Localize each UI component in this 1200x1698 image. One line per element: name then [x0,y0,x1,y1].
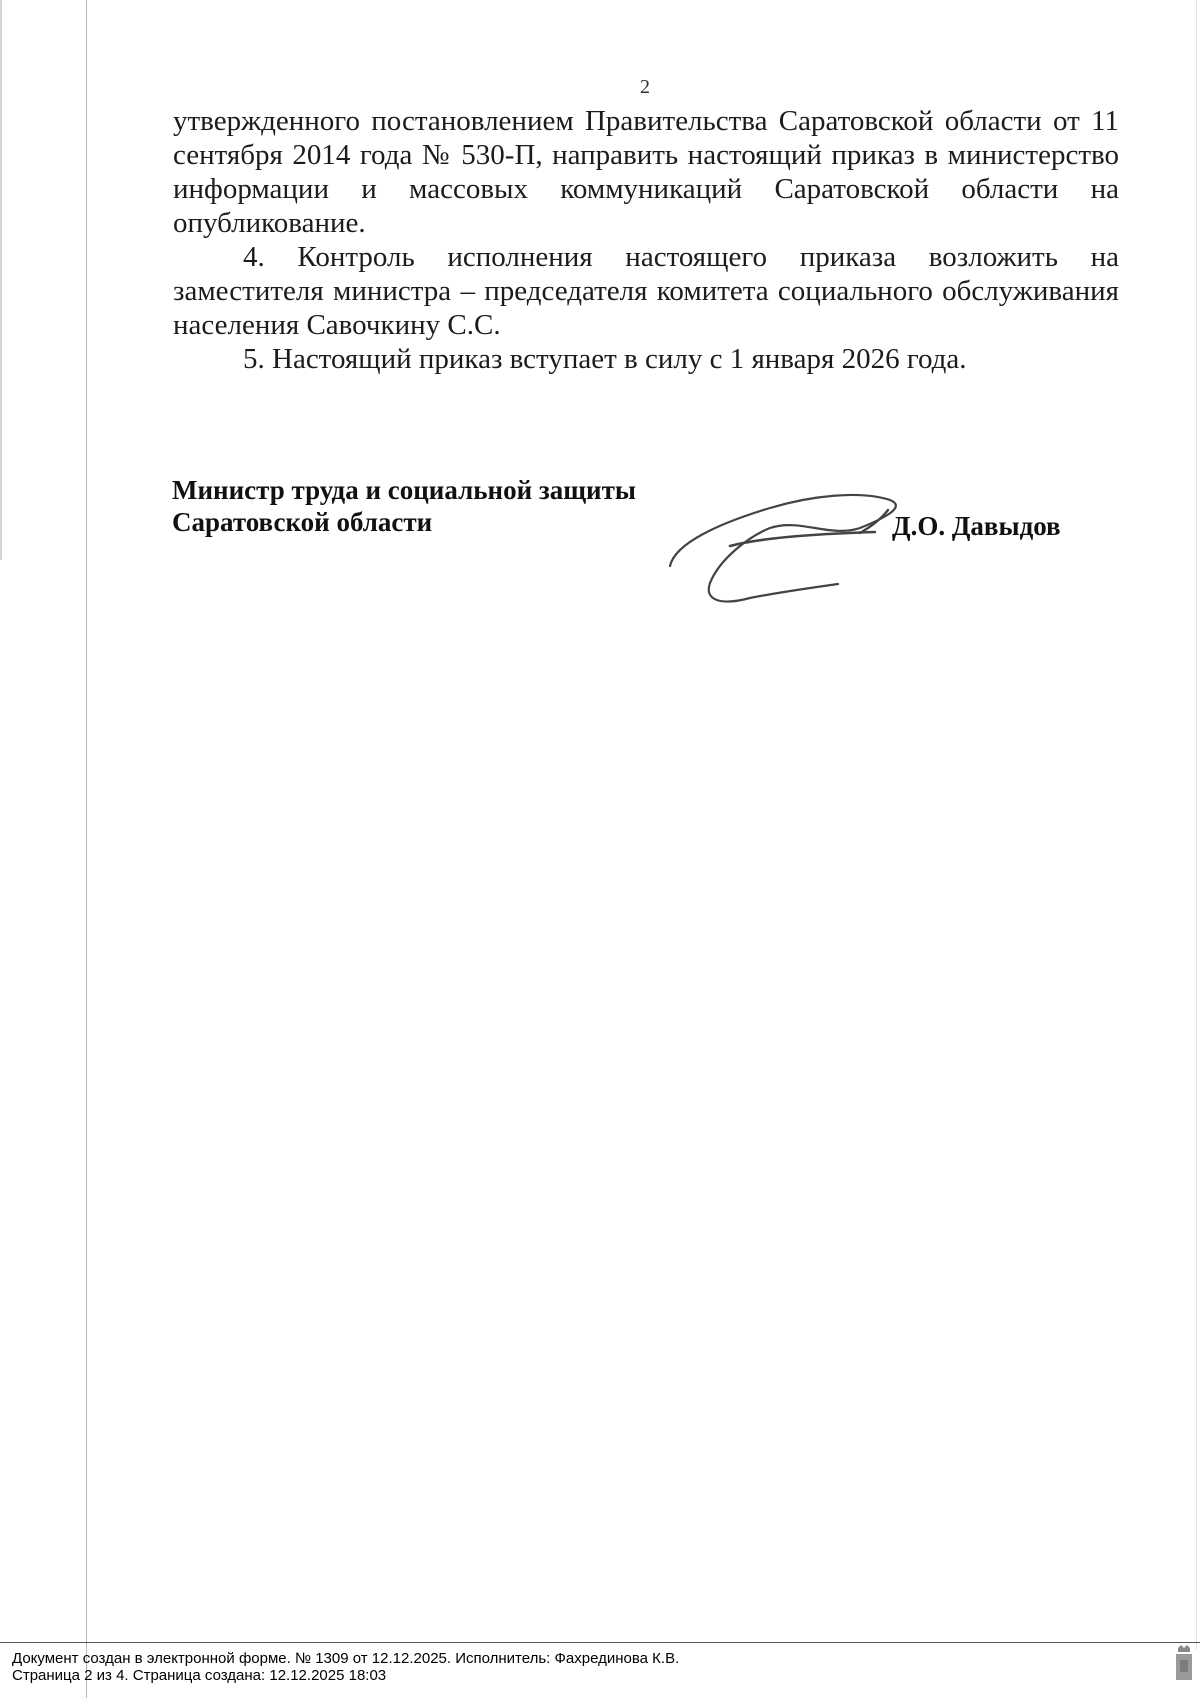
electronic-document-footer [12,1650,1162,1684]
footer-line-document-info: Документ создан в электронной форме. № 1309 от 12.12.2025. Исполнитель: Фахрединова К.В. [12,1650,680,1667]
footer-divider [0,1642,1200,1643]
paragraph-continuation: утвержденного постановлением Правительства Саратовской области от 11 сентября 2014 года № 530-П, направить настоящий приказ в министерство информации и массовых коммуникаций Саратовской области на опубликование. [173,105,1119,239]
signatory-title-line-1: Министр труда и социальной защиты [172,475,636,505]
signatory-name: Д.О. Давыдов [892,511,1061,541]
document-body [173,104,1119,376]
signatory-title-line-2: Саратовской области [172,507,433,537]
handwritten-signature [660,488,920,613]
scan-edge-left [0,0,2,560]
signatory-title [172,474,692,538]
scan-margin-line [86,0,87,1698]
scan-edge-right [1196,0,1197,1650]
coat-of-arms-icon [1172,1644,1196,1684]
paragraph-item-4: 4. Контроль исполнения настоящего приказа возложить на заместителя министра – председателя комитета социального обслуживания населения Савочкину С.С. [173,241,1119,341]
paragraph-item-5: 5. Настоящий приказ вступает в силу с 1 января 2026 года. [243,343,967,375]
footer-line-page-info: Страница 2 из 4. Страница создана: 12.12.2025 18:03 [12,1667,387,1684]
page-number: 2 [640,76,650,98]
